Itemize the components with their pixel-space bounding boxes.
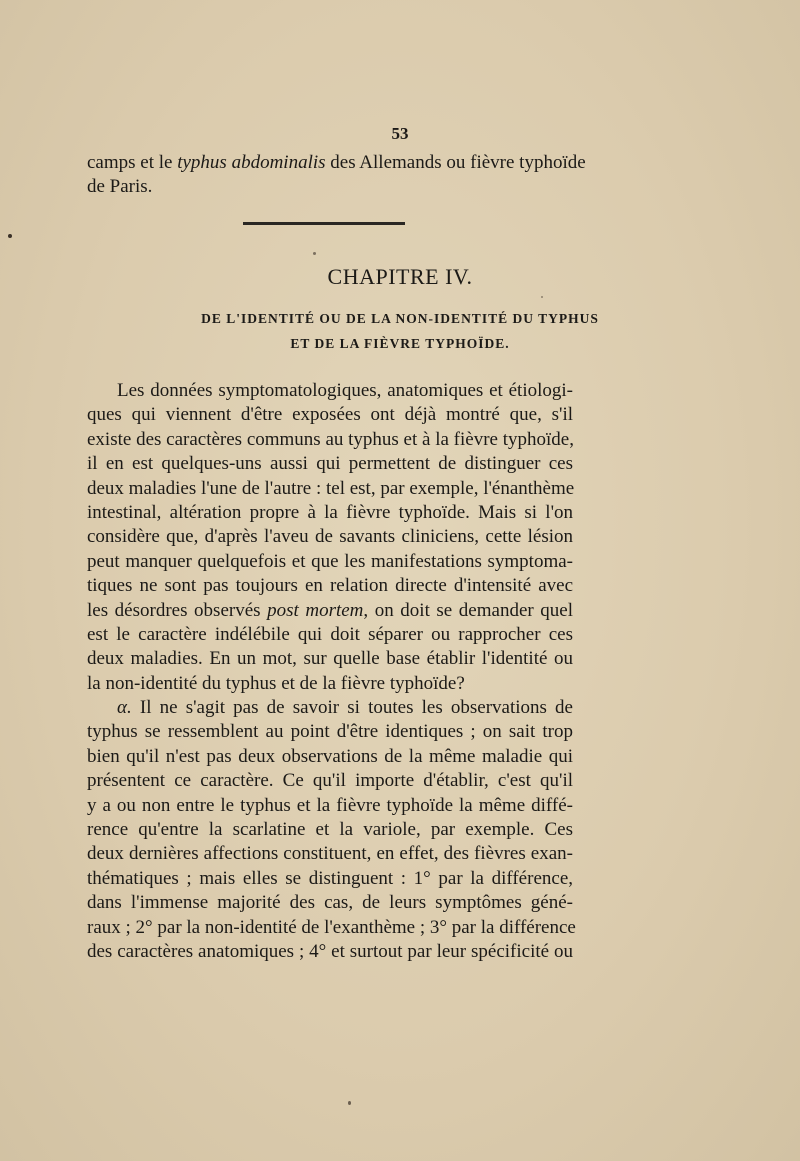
italic-run: typhus abdominalis [177,152,326,173]
text-line: deux maladies. En un mot, sur quelle base établir l'identité ou [87,648,573,670]
body-text [87,379,576,964]
text-line: présentent ce caractère. Ce qu'il importe d'établir, c'est qu'il [87,770,573,792]
text-run: Il ne s'agit pas de savoir si toutes les observations de [131,697,573,719]
opening-paragraph [87,151,586,200]
text-line: typhus se ressemblent au point d'être identiques ; on sait trop [87,721,573,743]
text-line: est le caractère indélébile qui doit séparer ou rapprocher ces [87,623,573,645]
text-line: deux maladies l'une de l'autre : tel est, par exemple, l'énanthème [87,477,575,499]
text-line: il en est quelques-uns aussi qui permettent de distinguer ces [87,453,573,475]
text-line: tiques ne sont pas toujours en relation directe d'intensité avec [87,575,573,597]
text-line: bien qu'il n'est pas deux observations de la même maladie qui [87,745,573,767]
paragraph-marker: α. [117,697,132,719]
text-run: les désordres observés [87,599,268,621]
text-line: intestinal, altération propre à la fièvre typhoïde. Mais si l'on [87,501,573,523]
text-line: raux ; 2° par la non-identité de l'exanthème ; 3° par la différence [87,916,576,938]
text-line: de Paris. [87,176,153,198]
text-run: des Allemands ou fièvre typhoïde [325,152,586,173]
page-number: 53 [391,124,409,143]
text-line: considère que, d'après l'aveu de savants cliniciens, cette lésion [87,526,573,548]
text-line: thématiques ; mais elles se distinguent : 1° par la différence, [87,867,573,889]
paper-speck [541,296,543,298]
text-line: ques qui viennent d'être exposées ont déjà montré que, s'il [87,404,573,426]
chapter-subtitle: DE L'IDENTITÉ OU DE LA NON-IDENTITÉ DU TYPHUS [201,311,599,326]
text-line: Les données symptomatologiques, anatomiques et étiologi- [117,380,573,401]
text-line: des caractères anatomiques ; 4° et surtout par leur spécificité ou [87,940,573,962]
text-line: peut manquer quelquefois et que les manifestations symptoma- [87,550,573,572]
section-divider [243,222,405,225]
chapter-subtitle: ET DE LA FIÈVRE TYPHOÏDE. [290,336,510,351]
text-line [87,599,573,623]
paper-speck [313,252,316,255]
text-line [87,696,573,720]
text-line: dans l'immense majorité des cas, de leurs symptômes géné- [87,892,573,914]
text-run: camps et le [87,152,178,173]
text-line [87,151,586,175]
text-line: existe des caractères communs au typhus et à la fièvre typhoïde, [87,428,574,450]
paper-speck [348,1101,351,1105]
text-run: , on doit se demander quel [363,599,573,621]
text-line: la non-identité du typhus et de la fièvre typhoïde? [87,672,465,694]
text-line: rence qu'entre la scarlatine et la variole, par exemple. Ces [87,819,573,841]
italic-run: post mortem [267,599,364,621]
text-line: deux dernières affections constituent, en effet, des fièvres exan- [87,843,573,865]
paper-speck [8,234,12,238]
text-line: y a ou non entre le typhus et la fièvre typhoïde la même diffé- [87,794,573,816]
chapter-title: CHAPITRE IV. [327,264,473,289]
